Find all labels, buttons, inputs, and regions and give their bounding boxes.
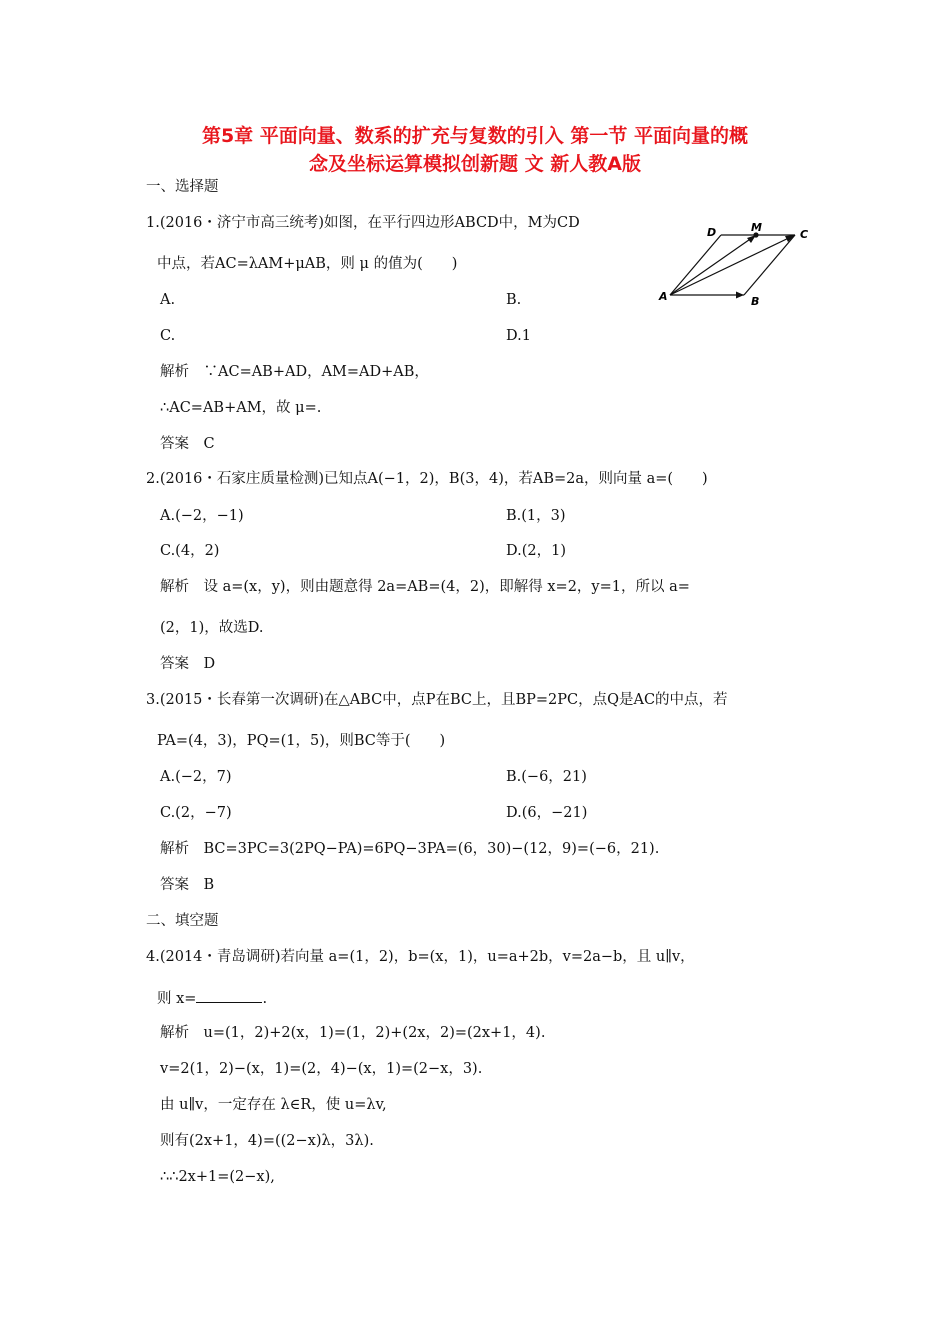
doc-title-line1: 第5章 平面向量、数系的扩充与复数的引入 第一节 平面向量的概: [201, 125, 749, 147]
label-b: B: [751, 295, 760, 308]
diagonal-ac: [670, 235, 795, 295]
q3-stem-line1: 3.(2015・长春第一次调研)在△ABC中，点P在BC上，且BP=2PC，点Q是AC的中点，若: [146, 692, 728, 708]
q2-option-d: D.(2，1): [506, 543, 566, 559]
q3-solution: 解析 BC=3PC=3(2PQ−PA)=6PQ−3PA=(6，30)−(12，9)=(−6，21).: [160, 841, 660, 857]
q4-solution-line2: v=2(1，2)−(x，1)=(2，4)−(x，1)=(2−x，3).: [160, 1061, 483, 1077]
q3-option-b: B.(−6，21): [506, 769, 587, 785]
q1-solution-line1: 解析 ∵AC=AB+AD，AM=AD+AB，: [160, 364, 429, 380]
q4-solution-line1: 解析 u=(1，2)+2(x，1)=(1，2)+(2x，2)=(2x+1，4).: [160, 1025, 546, 1041]
label-d: D: [707, 226, 717, 239]
q2-answer: 答案 D: [160, 656, 216, 672]
arrow-head-ab: [736, 292, 744, 299]
label-m: M: [751, 221, 762, 234]
q2-option-a: A.(−2，−1): [160, 508, 244, 524]
q4-solution-line5: ∴∴2x+1=(2−x),: [160, 1169, 275, 1185]
q1-answer: 答案 C: [160, 436, 215, 452]
answer-blank[interactable]: [196, 988, 262, 1003]
q4-stem-suffix: .: [262, 991, 268, 1007]
q2-option-c: C.(4，2): [160, 543, 220, 559]
q4-stem-prefix: 则 x=: [157, 991, 197, 1007]
q2-option-b: B.(1，3): [506, 508, 566, 524]
q1-stem-line1: 1.(2016・济宁市高三统考)如图，在平行四边形ABCD中，M为CD: [146, 215, 580, 231]
q3-option-d: D.(6，−21): [506, 805, 588, 821]
doc-title-line2: 念及坐标运算模拟创新题 文 新人教A版: [309, 153, 641, 175]
q4-solution-line3: 由 u∥v，一定存在 λ∈R，使 u=λv,: [160, 1097, 387, 1113]
q1-solution-line2: ∴AC=AB+AM，故 μ=.: [160, 400, 322, 416]
q1-option-d: D.1: [506, 328, 531, 344]
q3-option-c: C.(2，−7): [160, 805, 232, 821]
q4-stem-line1: 4.(2014・青岛调研)若向量 a=(1，2)，b=(x，1)，u=a+2b，v=2a−b，且 u∥v，: [146, 949, 695, 965]
label-c: C: [800, 228, 809, 241]
q1-stem-line2: 中点，若AC=λAM+μAB，则 μ 的值为( ): [157, 256, 458, 272]
section-heading-choice: 一、选择题: [146, 179, 219, 195]
q3-answer: 答案 B: [160, 877, 215, 893]
q3-stem-line2: PA=(4，3)，PQ=(1，5)，则BC等于( ): [157, 733, 446, 749]
label-a: A: [659, 290, 668, 303]
q4-stem-line2: [157, 988, 267, 1009]
q3-option-a: A.(−2，7): [160, 769, 232, 785]
edge-bc: [744, 235, 795, 295]
q1-option-c: C.: [160, 328, 176, 344]
q2-stem: 2.(2016・石家庄质量检测)已知点A(−1，2)，B(3，4)，若AB=2a，则向量 a=( ): [146, 471, 708, 487]
q2-solution-line1: 解析 设 a=(x，y)，则由题意得 2a=AB=(4，2)，即解得 x=2，y=1，所以 a=: [160, 579, 690, 595]
section-heading-fill-in: 二、填空题: [146, 913, 219, 929]
q1-option-b: B.: [506, 292, 522, 308]
q4-solution-line4: 则有(2x+1，4)=((2−x)λ，3λ).: [160, 1133, 374, 1149]
parallelogram-figure: [652, 220, 812, 310]
q2-solution-line2: (2，1)，故选D.: [160, 620, 264, 636]
q1-option-a: A.: [160, 292, 176, 308]
